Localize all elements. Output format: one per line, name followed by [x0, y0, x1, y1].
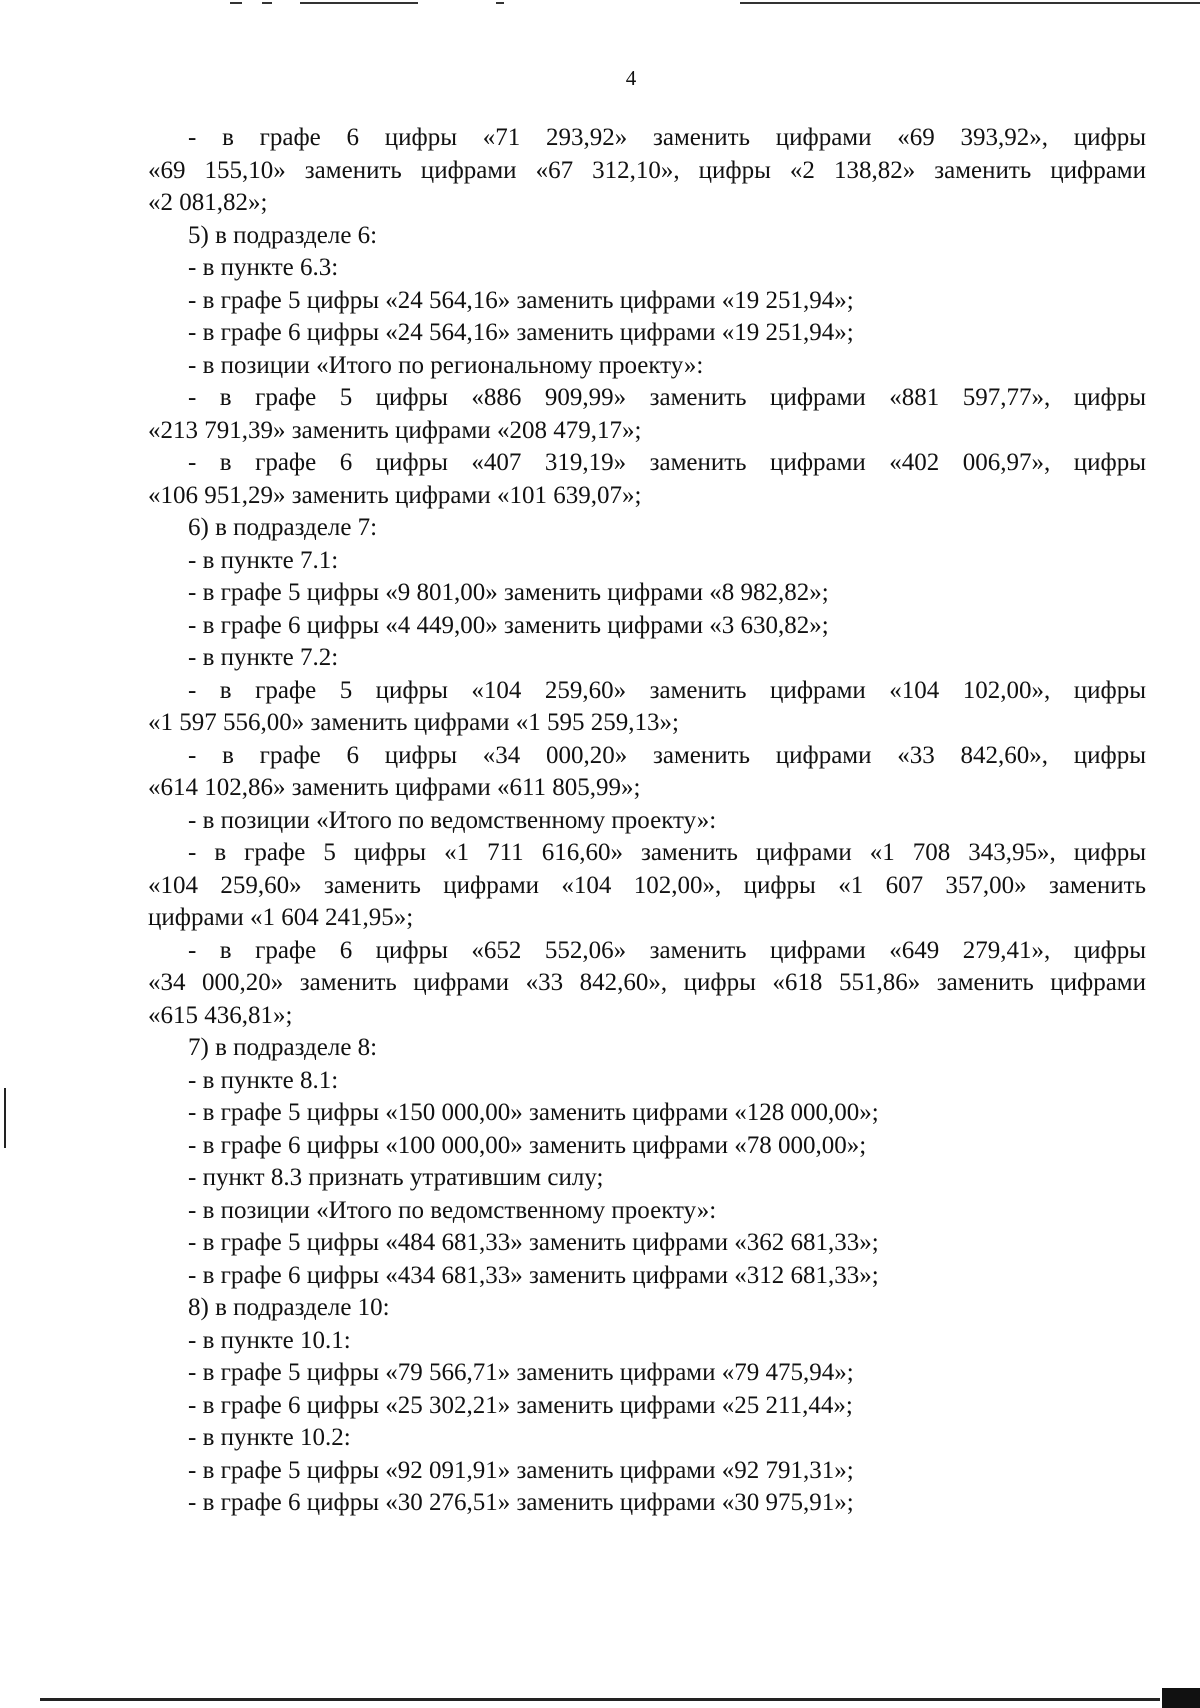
scan-artifact-corner: [1162, 1688, 1200, 1708]
text-line: - в графе 5 цифры «9 801,00» заменить цифрами «8 982,82»;: [188, 579, 829, 606]
text-line: - в графе 6 цифры «34 000,20» заменить цифрами «33 842,60», цифры: [188, 741, 1146, 769]
text-line: «34 000,20» заменить цифрами «33 842,60», цифры «618 551,86» заменить цифрами: [148, 969, 1146, 996]
text-line: - в пункте 6.3:: [188, 254, 339, 281]
text-line: цифрами «1 604 241,95»;: [148, 904, 414, 931]
text-line: - в пункте 7.2:: [188, 644, 339, 671]
text-line: - в графе 6 цифры «24 564,16» заменить цифрами «19 251,94»;: [188, 319, 854, 346]
page-number: 4: [625, 66, 637, 90]
text-line: - в графе 6 цифры «100 000,00» заменить цифрами «78 000,00»;: [188, 1131, 867, 1159]
text-line: - в позиции «Итого по региональному проекту»:: [188, 351, 704, 379]
scan-artifact-top: [0, 0, 1200, 8]
text-line: 7) в подразделе 8:: [188, 1034, 378, 1061]
text-line: - в графе 6 цифры «4 449,00» заменить цифрами «3 630,82»;: [188, 611, 829, 639]
text-line: 8) в подразделе 10:: [188, 1294, 390, 1321]
text-line: «106 951,29» заменить цифрами «101 639,07»;: [148, 481, 642, 509]
text-line: - в графе 5 цифры «92 091,91» заменить цифрами «92 791,31»;: [188, 1456, 854, 1484]
text-line: - в графе 6 цифры «30 276,51» заменить цифрами «30 975,91»;: [188, 1489, 854, 1516]
text-line: - в пункте 8.1:: [188, 1066, 339, 1094]
text-line: «615 436,81»;: [148, 1001, 293, 1029]
text-line: - в пункте 10.1:: [188, 1326, 351, 1354]
text-line: - в графе 6 цифры «434 681,33» заменить цифрами «312 681,33»;: [188, 1261, 879, 1289]
text-line: - в графе 5 цифры «150 000,00» заменить цифрами «128 000,00»;: [188, 1099, 879, 1126]
text-line: - пункт 8.3 признать утратившим силу;: [188, 1164, 604, 1191]
text-line: - в пункте 7.1:: [188, 546, 339, 574]
text-line: - в позиции «Итого по ведомственному проекту»:: [188, 806, 717, 834]
text-line: - в графе 6 цифры «71 293,92» заменить цифрами «69 393,92», цифры: [188, 124, 1146, 151]
text-line: - в графе 5 цифры «104 259,60» заменить цифрами «104 102,00», цифры: [188, 676, 1146, 704]
text-line: - в графе 5 цифры «484 681,33» заменить цифрами «362 681,33»;: [188, 1229, 879, 1256]
text-line: - в пункте 10.2:: [188, 1424, 351, 1451]
text-line: «213 791,39» заменить цифрами «208 479,17»;: [148, 416, 642, 444]
text-line: «614 102,86» заменить цифрами «611 805,99»;: [148, 774, 641, 801]
text-line: - в графе 6 цифры «652 552,06» заменить цифрами «649 279,41», цифры: [188, 936, 1146, 964]
document-body: [148, 122, 1146, 1520]
text-line: - в графе 5 цифры «79 566,71» заменить цифрами «79 475,94»;: [188, 1359, 854, 1386]
text-line: - в графе 6 цифры «25 302,21» заменить цифрами «25 211,44»;: [188, 1391, 853, 1419]
text-line: 5) в подразделе 6:: [188, 221, 378, 249]
text-line: - в графе 5 цифры «886 909,99» заменить цифрами «881 597,77», цифры: [188, 384, 1146, 411]
text-line: «69 155,10» заменить цифрами «67 312,10», цифры «2 138,82» заменить цифрами: [148, 156, 1146, 184]
text-line: - в графе 5 цифры «24 564,16» заменить цифрами «19 251,94»;: [188, 286, 854, 314]
scan-artifact-bottom: [40, 1698, 1160, 1701]
text-line: - в позиции «Итого по ведомственному проекту»:: [188, 1196, 717, 1224]
text-line: «2 081,82»;: [148, 189, 268, 216]
scan-artifact-margin: [4, 1088, 6, 1148]
text-line: «1 597 556,00» заменить цифрами «1 595 259,13»;: [148, 709, 679, 736]
text-line: - в графе 5 цифры «1 711 616,60» заменить цифрами «1 708 343,95», цифры: [188, 839, 1146, 866]
text-line: 6) в подразделе 7:: [188, 514, 378, 541]
text-line: - в графе 6 цифры «407 319,19» заменить цифрами «402 006,97», цифры: [188, 449, 1146, 476]
text-line: «104 259,60» заменить цифрами «104 102,00», цифры «1 607 357,00» заменить: [148, 871, 1146, 899]
